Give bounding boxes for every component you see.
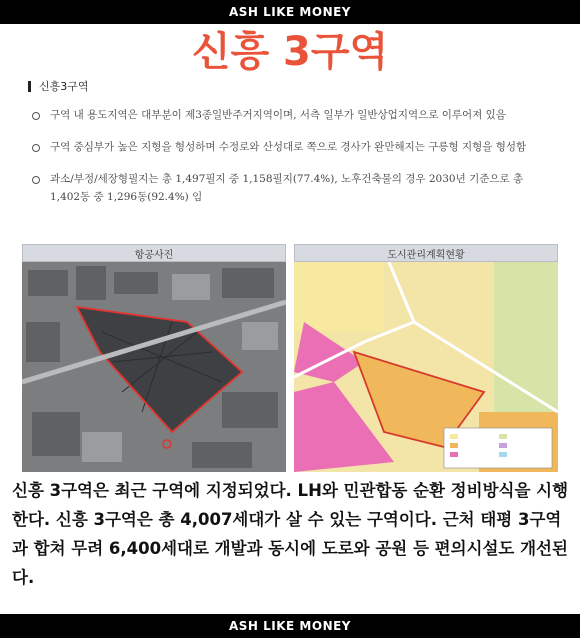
bullet-circle-icon — [32, 112, 40, 120]
bullet-text: 구역 중심부가 높은 지형을 형성하며 수정로와 산성대로 쪽으로 경사가 완만해지는 구릉형 지형을 형성함 — [50, 141, 527, 153]
urban-plan-map — [294, 262, 558, 472]
bullet-text: 과소/부정/세장형필지는 총 1,497필지 중 1,158필지(77.4%), 노후건축물의 경우 2030년 기준으로 총 1,402동 중 1,296동(92.4%) 임 — [50, 173, 524, 203]
brand-label: ASH LIKE MONEY — [228, 619, 351, 633]
bullet-text: 구역 내 용도지역은 대부분이 제3종일반주거지역이며, 서측 일부가 일반상업지역으로 이루어져 있음 — [50, 109, 506, 121]
urban-plan-caption: 도시관리계획현황 — [294, 244, 558, 262]
body-paragraph: 신흥 3구역은 최근 구역에 지정되었다. LH와 민관합동 순환 정비방식을 시행한다. 신흥 3구역은 총 4,007세대가 살 수 있는 구역이다. 근처 태평 3구역과 합쳐 무려 6,400세대로 개발과 동시에 도로와 공원 등 편의시설도 개선된다. — [12, 481, 569, 587]
heading-marker-icon — [28, 81, 31, 92]
list-item — [28, 138, 554, 156]
page-title: 신흥 3구역 — [191, 29, 389, 75]
bullet-circle-icon — [32, 144, 40, 152]
aerial-photo-image — [22, 262, 286, 472]
brand-label: ASH LIKE MONEY — [228, 5, 351, 19]
list-item — [28, 106, 554, 124]
urban-plan-panel — [294, 244, 558, 472]
list-item — [28, 170, 554, 206]
document-heading-text: 신흥3구역 — [39, 80, 89, 93]
aerial-photo-panel — [22, 244, 286, 472]
document-heading — [28, 78, 554, 94]
aerial-photo-caption: 항공사진 — [22, 244, 286, 262]
top-brand-bar — [0, 0, 580, 24]
bullet-circle-icon — [32, 176, 40, 184]
document-excerpt — [28, 78, 554, 220]
map-comparison — [22, 244, 558, 472]
bottom-brand-bar — [0, 614, 580, 638]
